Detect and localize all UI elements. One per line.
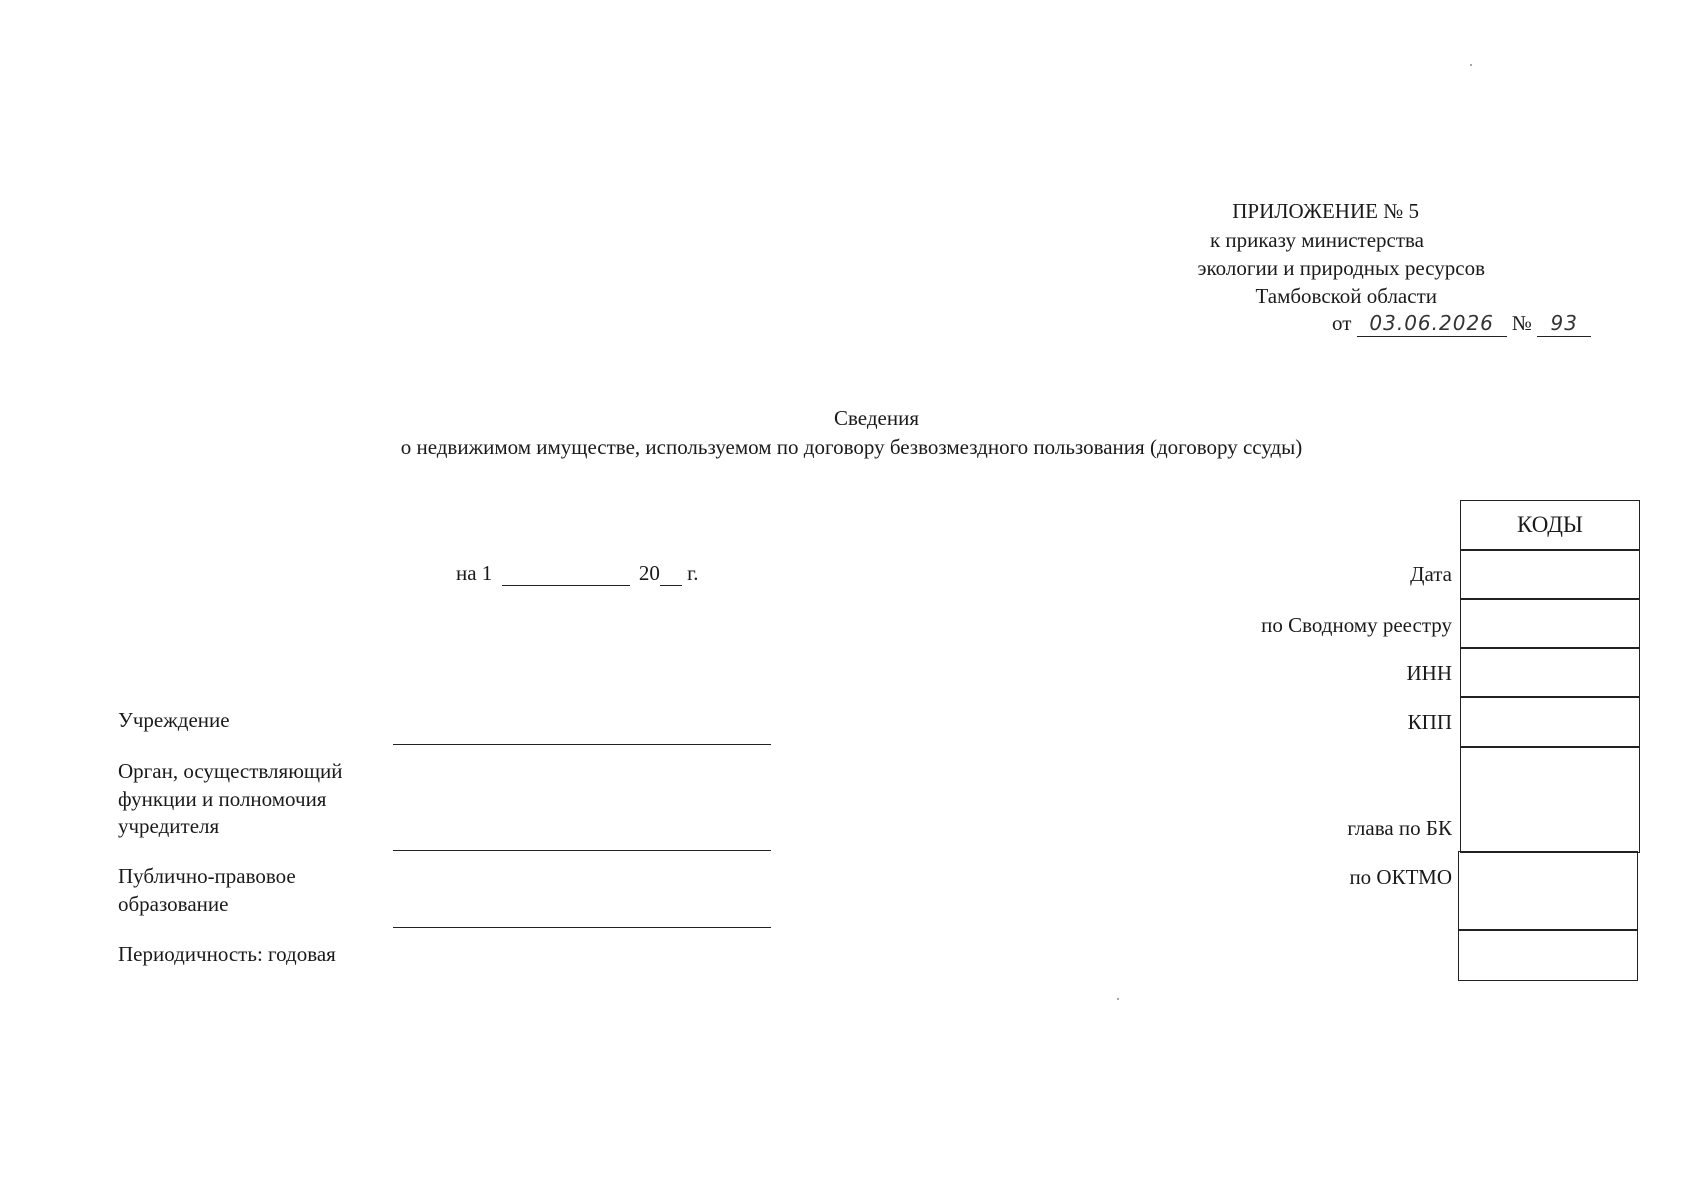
number-label: №: [1511, 311, 1532, 335]
institution-label: Учреждение: [118, 708, 230, 732]
handwritten-date: 03.06.2026: [1357, 310, 1507, 337]
year-prefix: 20: [638, 561, 660, 585]
code-cell-extra[interactable]: [1458, 929, 1638, 981]
document-title: Сведения: [834, 406, 919, 430]
code-cell-consolidated-registry[interactable]: [1460, 598, 1640, 649]
report-date-line: [456, 560, 699, 586]
year-blank[interactable]: [660, 565, 682, 586]
scan-speck: [1470, 64, 1472, 66]
day-month-blank[interactable]: [502, 565, 630, 586]
date-prefix: на 1: [456, 561, 493, 585]
appendix-line-2: экологии и природных ресурсов: [1197, 256, 1485, 280]
founder-body-label-3: учредителя: [118, 814, 220, 838]
code-label-date: Дата: [1410, 562, 1452, 586]
founder-body-label-1: Орган, осуществляющий: [118, 759, 343, 783]
from-label: от: [1332, 311, 1352, 335]
appendix-line-1: к приказу министерства: [1209, 228, 1424, 252]
code-label-kpp: КПП: [1407, 710, 1452, 734]
public-entity-label-2: образование: [118, 892, 229, 916]
public-entity-blank[interactable]: [393, 927, 771, 928]
founder-body-label-2: функции и полномочия: [118, 787, 327, 811]
appendix-order-line: [1332, 310, 1591, 337]
code-cell-inn[interactable]: [1460, 647, 1640, 698]
periodicity-label: Периодичность: годовая: [118, 942, 336, 966]
document-subtitle: о недвижимом имуществе, используемом по договору безвозмездного пользования (договору ссуды): [400, 435, 1303, 459]
code-cell-bk-chapter[interactable]: [1460, 746, 1640, 853]
code-label-inn: ИНН: [1406, 661, 1452, 685]
codes-header: КОДЫ: [1460, 500, 1640, 551]
institution-blank[interactable]: [393, 744, 771, 745]
appendix-line-3: Тамбовской области: [1255, 284, 1437, 308]
codes-table: [1460, 500, 1642, 984]
handwritten-number: 93: [1537, 310, 1591, 337]
code-label-bk-chapter: глава по БК: [1347, 816, 1452, 840]
scan-speck: [1117, 998, 1119, 1000]
code-cell-oktmo[interactable]: [1458, 851, 1638, 931]
code-cell-date[interactable]: [1460, 549, 1640, 600]
founder-body-blank[interactable]: [393, 850, 771, 851]
code-cell-kpp[interactable]: [1460, 696, 1640, 748]
public-entity-label-1: Публично-правовое: [118, 864, 296, 888]
appendix-title: ПРИЛОЖЕНИЕ № 5: [1232, 199, 1419, 223]
code-label-oktmo: по ОКТМО: [1349, 865, 1452, 889]
code-label-consolidated-registry: по Сводному реестру: [1261, 613, 1452, 637]
year-suffix: г.: [687, 561, 699, 585]
